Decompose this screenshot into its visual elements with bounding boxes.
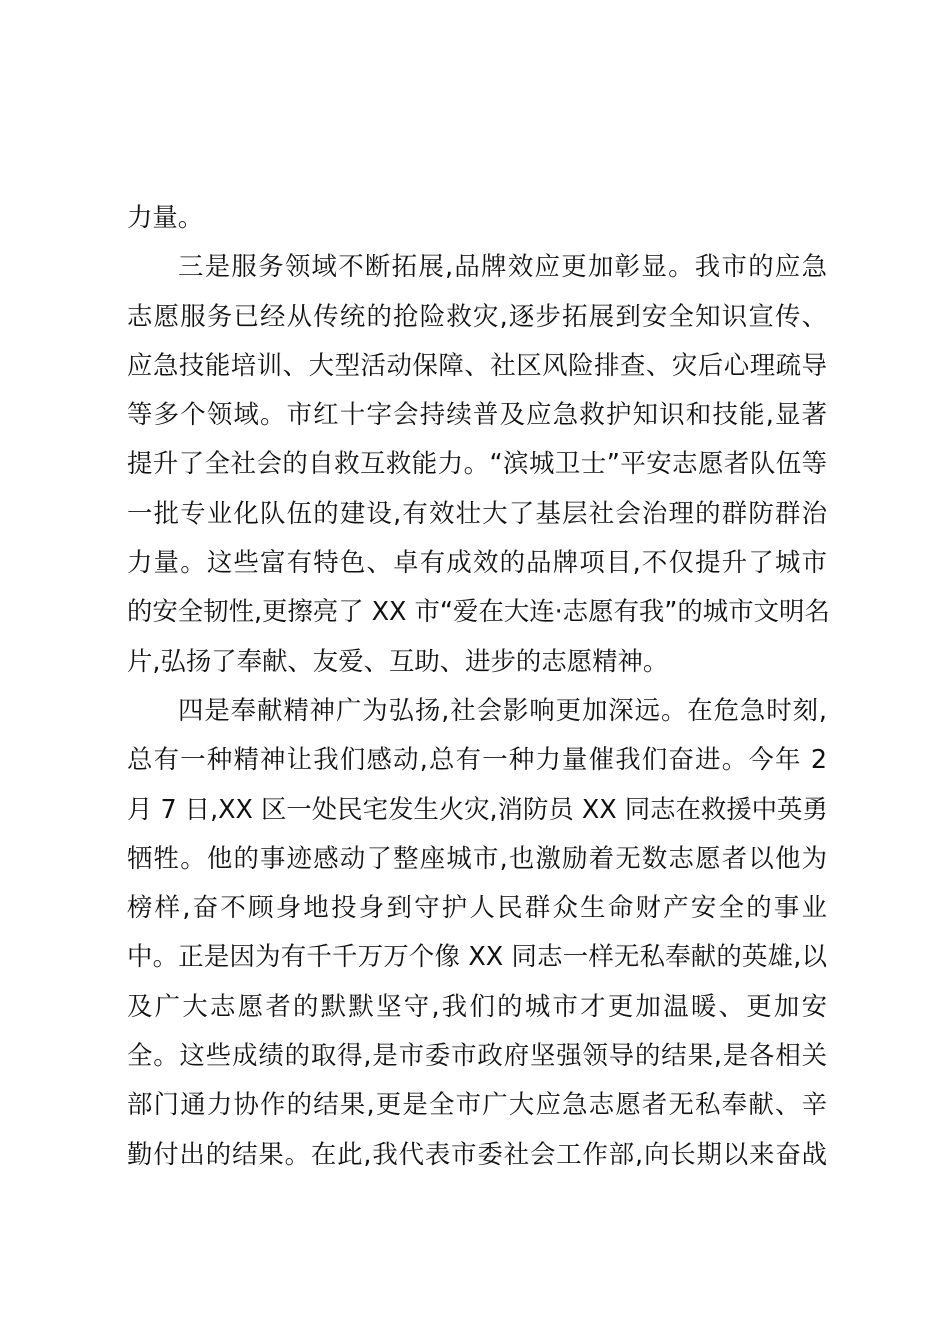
text-line: 月 7 日,XX 区一处民宅发生火灾,消防员 XX 同志在救援中英勇 xyxy=(127,793,828,824)
text-line: 榜样,奋不顾身地投身到守护人民群众生命财产安全的事业 xyxy=(127,892,827,923)
text-line: 全。这些成绩的取得,是市委市政府坚强领导的结果,是各相关 xyxy=(127,1040,827,1071)
text-line: 应急技能培训、大型活动保障、社区风险排查、灾后心理疏导 xyxy=(127,349,827,380)
text-line: 片,弘扬了奉献、友爱、互助、进步的志愿精神。 xyxy=(127,645,669,676)
text-line: 提升了全社会的自救互救能力。“滨城卫士”平安志愿者队伍等 xyxy=(127,448,827,479)
text-line: 部门通力协作的结果,更是全市广大应急志愿者无私奉献、辛 xyxy=(127,1089,827,1120)
text-line: 及广大志愿者的默默坚守,我们的城市才更加温暖、更加安 xyxy=(127,990,827,1021)
text-line: 总有一种精神让我们感动,总有一种力量催我们奋进。今年 2 xyxy=(127,744,827,775)
text-line: 力量。 xyxy=(127,202,204,232)
document-body xyxy=(127,193,830,1179)
text-line: 牺牲。他的事迹感动了整座城市,也激励着无数志愿者以他为 xyxy=(127,842,827,873)
paragraph-start-line: 四是奉献精神广为弘扬,社会影响更加深远。在危急时刻, xyxy=(178,694,827,725)
text-line: 志愿服务已经从传统的抢险救灾,逐步拓展到安全知识宣传、 xyxy=(127,300,827,331)
text-line: 力量。这些富有特色、卓有成效的品牌项目,不仅提升了城市 xyxy=(127,547,827,578)
text-line: 等多个领域。市红十字会持续普及应急救护知识和技能,显著 xyxy=(127,399,827,430)
text-line: 的安全韧性,更擦亮了 XX 市“爱在大连·志愿有我”的城市文明名 xyxy=(127,596,830,627)
text-line: 中。正是因为有千千万万个像 XX 同志一样无私奉献的英雄,以 xyxy=(127,941,827,972)
text-line: 一批专业化队伍的建设,有效壮大了基层社会治理的群防群治 xyxy=(127,497,827,528)
text-line: 勤付出的结果。在此,我代表市委社会工作部,向长期以来奋战 xyxy=(127,1138,827,1169)
paragraph-start-line: 三是服务领域不断拓展,品牌效应更加彰显。我市的应急 xyxy=(178,251,827,282)
